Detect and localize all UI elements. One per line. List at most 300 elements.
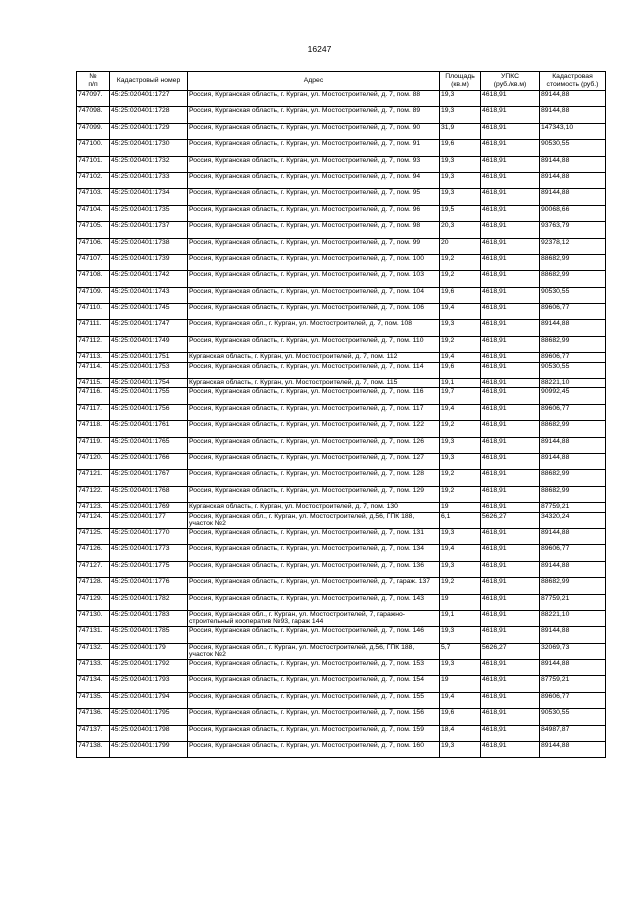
cell-area: 19,4 [440, 545, 481, 561]
cell-row-number: 747134. [77, 676, 110, 692]
cell-area: 19,4 [440, 353, 481, 362]
cell-area: 20 [440, 238, 481, 254]
cell-cadastral-number: 45:25:020401:1737 [110, 222, 188, 238]
cell-cadastral-number: 45:25:020401:1770 [110, 528, 188, 544]
cell-address: Россия, Курганская область, г. Курган, ул. Мостостроителей, д. 7, пом. 146 [188, 627, 440, 643]
cell-row-number: 747105. [77, 222, 110, 238]
cell-cadastral-cost: 90992,45 [540, 388, 606, 404]
cell-area: 19,3 [440, 453, 481, 469]
table-row [77, 336, 606, 352]
table-row [77, 287, 606, 303]
cell-address: Россия, Курганская область, г. Курган, ул. Мостостроителей, д. 7, пом. 154 [188, 676, 440, 692]
cell-row-number: 747115. [77, 379, 110, 388]
cell-upks: 4618,91 [481, 404, 540, 420]
cell-cadastral-cost: 88682,99 [540, 470, 606, 486]
table-row [77, 660, 606, 676]
cell-cadastral-number: 45:25:020401:1799 [110, 742, 188, 758]
table-row [77, 421, 606, 437]
table-row [77, 304, 606, 320]
cell-cadastral-cost: 88221,10 [540, 610, 606, 626]
cell-row-number: 747135. [77, 692, 110, 708]
cell-cadastral-cost: 90530,55 [540, 140, 606, 156]
cell-cadastral-number: 45:25:020401:1755 [110, 388, 188, 404]
cell-area: 19,2 [440, 336, 481, 352]
table-row [77, 528, 606, 544]
cell-row-number: 747128. [77, 578, 110, 594]
cell-row-number: 747107. [77, 254, 110, 270]
cell-address: Россия, Курганская область, г. Курган, ул. Мостостроителей, д. 7, пом. 155 [188, 692, 440, 708]
cell-cadastral-number: 45:25:020401:1756 [110, 404, 188, 420]
cell-upks: 4618,91 [481, 486, 540, 502]
cell-row-number: 747111. [77, 320, 110, 336]
cell-cadastral-number: 45:25:020401:1773 [110, 545, 188, 561]
cell-area: 19,3 [440, 107, 481, 123]
cell-area: 19,3 [440, 627, 481, 643]
cell-row-number: 747100. [77, 140, 110, 156]
cell-upks: 4618,91 [481, 304, 540, 320]
table-row [77, 610, 606, 626]
cell-row-number: 747117. [77, 404, 110, 420]
cell-address: Россия, Курганская область, г. Курган, ул. Мостостроителей, д. 7, пом. 99 [188, 238, 440, 254]
cell-address: Россия, Курганская область, г. Курган, ул. Мостостроителей, д. 7, пом. 89 [188, 107, 440, 123]
cell-address: Курганская область, г. Курган, ул. Мостостроителей, д. 7, пом. 112 [188, 353, 440, 362]
cell-cadastral-number: 45:25:020401:1739 [110, 254, 188, 270]
cell-cadastral-cost: 88221,10 [540, 379, 606, 388]
cell-upks: 4618,91 [481, 379, 540, 388]
cell-area: 19,2 [440, 271, 481, 287]
table-row [77, 725, 606, 741]
cell-upks: 4618,91 [481, 271, 540, 287]
cell-address: Россия, Курганская область, г. Курган, ул. Мостостроителей, д. 7, гараж. 137 [188, 578, 440, 594]
cell-row-number: 747127. [77, 561, 110, 577]
cell-upks: 4618,91 [481, 388, 540, 404]
cell-cadastral-number: 45:25:020401:1754 [110, 379, 188, 388]
table-body [77, 91, 606, 758]
cell-cadastral-cost: 88682,99 [540, 336, 606, 352]
cell-address: Россия, Курганская область, г. Курган, ул. Мостостроителей, д. 7, пом. 143 [188, 594, 440, 610]
cell-upks: 4618,91 [481, 709, 540, 725]
cell-area: 19,3 [440, 320, 481, 336]
cell-upks: 4618,91 [481, 676, 540, 692]
cell-row-number: 747101. [77, 156, 110, 172]
cell-area: 19 [440, 676, 481, 692]
cell-area: 19,2 [440, 421, 481, 437]
cell-cadastral-cost: 89144,88 [540, 627, 606, 643]
cell-upks: 4618,91 [481, 421, 540, 437]
cell-address: Россия, Курганская область, г. Курган, ул. Мостостроителей, д. 7, пом. 116 [188, 388, 440, 404]
cell-cadastral-number: 45:25:020401:1734 [110, 189, 188, 205]
cell-cadastral-number: 45:25:020401:179 [110, 643, 188, 659]
table-row [77, 140, 606, 156]
cell-row-number: 747097. [77, 91, 110, 107]
cell-cadastral-number: 45:25:020401:1745 [110, 304, 188, 320]
cell-cadastral-number: 45:25:020401:1785 [110, 627, 188, 643]
table-row [77, 503, 606, 512]
table-row [77, 486, 606, 502]
cell-area: 19,1 [440, 610, 481, 626]
cell-row-number: 747120. [77, 453, 110, 469]
cell-row-number: 747118. [77, 421, 110, 437]
cell-cadastral-cost: 89144,88 [540, 172, 606, 188]
cell-area: 19,4 [440, 692, 481, 708]
cell-area: 19,4 [440, 304, 481, 320]
cell-upks: 4618,91 [481, 627, 540, 643]
cell-area: 19,3 [440, 528, 481, 544]
header-cadastral-number: Кадастровый номер [110, 72, 188, 91]
header-number: № п/п [77, 72, 110, 91]
cell-cadastral-cost: 89144,88 [540, 660, 606, 676]
cell-address: Россия, Курганская область, г. Курган, ул. Мостостроителей, д. 7, пом. 104 [188, 287, 440, 303]
cell-area: 19,6 [440, 362, 481, 378]
cell-row-number: 747130. [77, 610, 110, 626]
table-row [77, 742, 606, 758]
cell-address: Россия, Курганская обл., г. Курган, ул. Мостостроителей, д.56, ГПК 188, участок №2 [188, 643, 440, 659]
cell-address: Россия, Курганская область, г. Курган, ул. Мостостроителей, д. 7, пом. 94 [188, 172, 440, 188]
cell-cadastral-number: 45:25:020401:1783 [110, 610, 188, 626]
cell-row-number: 747099. [77, 123, 110, 139]
cell-cadastral-number: 45:25:020401:1729 [110, 123, 188, 139]
table-header-row [77, 72, 606, 91]
cell-cadastral-number: 45:25:020401:1782 [110, 594, 188, 610]
cell-cadastral-cost: 88682,99 [540, 421, 606, 437]
cell-area: 19,2 [440, 470, 481, 486]
cell-upks: 5626,27 [481, 643, 540, 659]
table-row [77, 561, 606, 577]
cell-area: 19,3 [440, 437, 481, 453]
cell-cadastral-number: 45:25:020401:177 [110, 512, 188, 528]
cell-cadastral-cost: 90530,55 [540, 362, 606, 378]
cell-cadastral-cost: 89144,88 [540, 437, 606, 453]
cell-cadastral-number: 45:25:020401:1793 [110, 676, 188, 692]
cell-address: Россия, Курганская область, г. Курган, ул. Мостостроителей, д. 7, пом. 122 [188, 421, 440, 437]
cell-upks: 4618,91 [481, 742, 540, 758]
cell-row-number: 747126. [77, 545, 110, 561]
table-row [77, 107, 606, 123]
cell-cadastral-cost: 89144,88 [540, 742, 606, 758]
cell-cadastral-cost: 34320,24 [540, 512, 606, 528]
cell-cadastral-number: 45:25:020401:1743 [110, 287, 188, 303]
header-area: Площадь (кв.м) [440, 72, 481, 91]
cell-cadastral-cost: 90530,55 [540, 287, 606, 303]
cell-row-number: 747109. [77, 287, 110, 303]
cell-cadastral-cost: 89606,77 [540, 404, 606, 420]
cell-cadastral-number: 45:25:020401:1768 [110, 486, 188, 502]
table-row [77, 222, 606, 238]
cell-row-number: 747123. [77, 503, 110, 512]
cell-cadastral-number: 45:25:020401:1753 [110, 362, 188, 378]
cell-address: Россия, Курганская область, г. Курган, ул. Мостостроителей, д. 7, пом. 136 [188, 561, 440, 577]
cell-upks: 4618,91 [481, 222, 540, 238]
cell-address: Россия, Курганская область, г. Курган, ул. Мостостроителей, д. 7, пом. 100 [188, 254, 440, 270]
cell-address: Россия, Курганская область, г. Курган, ул. Мостостроителей, д. 7, пом. 126 [188, 437, 440, 453]
cell-upks: 4618,91 [481, 453, 540, 469]
cell-cadastral-number: 45:25:020401:1767 [110, 470, 188, 486]
cell-address: Россия, Курганская область, г. Курган, ул. Мостостроителей, д. 7, пом. 91 [188, 140, 440, 156]
cell-address: Россия, Курганская обл., г. Курган, ул. Мостостроителей, 7, гаражно-строительный кооператив №93, гараж 144 [188, 610, 440, 626]
cell-cadastral-cost: 90068,66 [540, 205, 606, 221]
cell-cadastral-number: 45:25:020401:1766 [110, 453, 188, 469]
cell-address: Россия, Курганская область, г. Курган, ул. Мостостроителей, д. 7, пом. 90 [188, 123, 440, 139]
cell-area: 31,9 [440, 123, 481, 139]
cell-area: 19,6 [440, 287, 481, 303]
cell-area: 19,3 [440, 742, 481, 758]
header-upks: УПКС (руб./кв.м) [481, 72, 540, 91]
cell-upks: 4618,91 [481, 470, 540, 486]
cell-upks: 4618,91 [481, 107, 540, 123]
cell-area: 19,2 [440, 254, 481, 270]
cell-cadastral-cost: 89144,88 [540, 320, 606, 336]
cell-cadastral-number: 45:25:020401:1795 [110, 709, 188, 725]
cell-cadastral-number: 45:25:020401:1775 [110, 561, 188, 577]
cell-row-number: 747112. [77, 336, 110, 352]
cell-cadastral-number: 45:25:020401:1761 [110, 421, 188, 437]
cell-address: Россия, Курганская область, г. Курган, ул. Мостостроителей, д. 7, пом. 88 [188, 91, 440, 107]
cell-upks: 4618,91 [481, 238, 540, 254]
cell-row-number: 747132. [77, 643, 110, 659]
cell-cadastral-cost: 89606,77 [540, 692, 606, 708]
cell-address: Россия, Курганская область, г. Курган, ул. Мостостроителей, д. 7, пом. 127 [188, 453, 440, 469]
cell-area: 19,5 [440, 205, 481, 221]
cell-row-number: 747110. [77, 304, 110, 320]
table-row [77, 388, 606, 404]
cell-address: Россия, Курганская область, г. Курган, ул. Мостостроителей, д. 7, пом. 117 [188, 404, 440, 420]
cell-area: 19,3 [440, 561, 481, 577]
cell-cadastral-number: 45:25:020401:1769 [110, 503, 188, 512]
cell-cadastral-number: 45:25:020401:1732 [110, 156, 188, 172]
header-cadastral-cost: Кадастровая стоимость (руб.) [540, 72, 606, 91]
table-row [77, 692, 606, 708]
cell-cadastral-number: 45:25:020401:1730 [110, 140, 188, 156]
cell-cadastral-number: 45:25:020401:1728 [110, 107, 188, 123]
cell-upks: 4618,91 [481, 123, 540, 139]
cell-cadastral-number: 45:25:020401:1733 [110, 172, 188, 188]
cell-cadastral-cost: 84987,87 [540, 725, 606, 741]
cell-address: Россия, Курганская область, г. Курган, ул. Мостостроителей, д. 7, пом. 93 [188, 156, 440, 172]
cell-address: Курганская область, г. Курган, ул. Мостостроителей, д. 7, пом. 115 [188, 379, 440, 388]
cell-upks: 4618,91 [481, 172, 540, 188]
cell-address: Россия, Курганская область, г. Курган, ул. Мостостроителей, д. 7, пом. 96 [188, 205, 440, 221]
cell-row-number: 747119. [77, 437, 110, 453]
table-row [77, 379, 606, 388]
cell-upks: 4618,91 [481, 545, 540, 561]
cell-address: Россия, Курганская область, г. Курган, ул. Мостостроителей, д. 7, пом. 95 [188, 189, 440, 205]
table-row [77, 676, 606, 692]
table-row [77, 512, 606, 528]
cell-cadastral-number: 45:25:020401:1776 [110, 578, 188, 594]
table-row [77, 594, 606, 610]
cell-upks: 4618,91 [481, 205, 540, 221]
cadastral-table [76, 71, 606, 758]
cell-upks: 4618,91 [481, 725, 540, 741]
cell-area: 19,3 [440, 172, 481, 188]
cell-area: 20,3 [440, 222, 481, 238]
table-row [77, 205, 606, 221]
cell-address: Россия, Курганская область, г. Курган, ул. Мостостроителей, д. 7, пом. 103 [188, 271, 440, 287]
cell-cadastral-cost: 90530,55 [540, 709, 606, 725]
cell-area: 18,4 [440, 725, 481, 741]
cell-upks: 4618,91 [481, 660, 540, 676]
cell-address: Курганская область, г. Курган, ул. Мостостроителей, д. 7, пом. 130 [188, 503, 440, 512]
table-row [77, 353, 606, 362]
cell-area: 19,3 [440, 189, 481, 205]
cell-area: 19,6 [440, 140, 481, 156]
cell-row-number: 747108. [77, 271, 110, 287]
cell-upks: 4618,91 [481, 353, 540, 362]
cell-row-number: 747114. [77, 362, 110, 378]
cell-row-number: 747138. [77, 742, 110, 758]
cell-upks: 4618,91 [481, 189, 540, 205]
cell-area: 19,2 [440, 578, 481, 594]
cell-row-number: 747136. [77, 709, 110, 725]
cell-row-number: 747106. [77, 238, 110, 254]
cell-cadastral-cost: 87759,21 [540, 594, 606, 610]
cell-row-number: 747116. [77, 388, 110, 404]
cell-cadastral-cost: 88682,99 [540, 578, 606, 594]
cell-area: 19,6 [440, 709, 481, 725]
cell-upks: 4618,91 [481, 362, 540, 378]
cell-cadastral-cost: 87759,21 [540, 503, 606, 512]
table-row [77, 156, 606, 172]
cell-cadastral-cost: 89144,88 [540, 156, 606, 172]
page-number: 16247 [307, 44, 332, 54]
cell-cadastral-cost: 88682,99 [540, 254, 606, 270]
cell-address: Россия, Курганская область, г. Курган, ул. Мостостроителей, д. 7, пом. 114 [188, 362, 440, 378]
table-row [77, 404, 606, 420]
cell-row-number: 747131. [77, 627, 110, 643]
cell-area: 19,3 [440, 156, 481, 172]
cell-row-number: 747098. [77, 107, 110, 123]
cell-area: 19,3 [440, 660, 481, 676]
cell-upks: 4618,91 [481, 503, 540, 512]
cell-address: Россия, Курганская область, г. Курган, ул. Мостостроителей, д. 7, пом. 106 [188, 304, 440, 320]
cell-row-number: 747122. [77, 486, 110, 502]
cell-cadastral-cost: 89606,77 [540, 304, 606, 320]
cell-cadastral-cost: 89144,88 [540, 561, 606, 577]
table-row [77, 578, 606, 594]
cell-cadastral-number: 45:25:020401:1747 [110, 320, 188, 336]
cell-address: Россия, Курганская область, г. Курган, ул. Мостостроителей, д. 7, пом. 110 [188, 336, 440, 352]
table-row [77, 709, 606, 725]
table-row [77, 172, 606, 188]
cell-row-number: 747102. [77, 172, 110, 188]
table-row [77, 362, 606, 378]
cell-cadastral-cost: 89144,88 [540, 91, 606, 107]
cell-area: 19,3 [440, 91, 481, 107]
cell-address: Россия, Курганская область, г. Курган, ул. Мостостроителей, д. 7, пом. 98 [188, 222, 440, 238]
cell-address: Россия, Курганская область, г. Курган, ул. Мостостроителей, д. 7, пом. 159 [188, 725, 440, 741]
cell-cadastral-number: 45:25:020401:1798 [110, 725, 188, 741]
cell-row-number: 747103. [77, 189, 110, 205]
cell-cadastral-number: 45:25:020401:1794 [110, 692, 188, 708]
cell-cadastral-number: 45:25:020401:1735 [110, 205, 188, 221]
header-address: Адрес [188, 72, 440, 91]
cell-cadastral-cost: 89144,88 [540, 453, 606, 469]
cell-address: Россия, Курганская область, г. Курган, ул. Мостостроителей, д. 7, пом. 156 [188, 709, 440, 725]
cell-cadastral-cost: 147343,10 [540, 123, 606, 139]
cell-cadastral-cost: 89144,88 [540, 107, 606, 123]
cell-area: 19,2 [440, 486, 481, 502]
table-row [77, 91, 606, 107]
cell-upks: 4618,91 [481, 578, 540, 594]
cell-upks: 4618,91 [481, 594, 540, 610]
cell-address: Россия, Курганская обл., г. Курган, ул. Мостостроителей, д.56, ГПК 188, участок №2 [188, 512, 440, 528]
table-row [77, 271, 606, 287]
cell-cadastral-cost: 32069,73 [540, 643, 606, 659]
cell-area: 5,7 [440, 643, 481, 659]
cell-row-number: 747124. [77, 512, 110, 528]
table-row [77, 643, 606, 659]
cell-cadastral-number: 45:25:020401:1738 [110, 238, 188, 254]
cell-area: 19,7 [440, 388, 481, 404]
table-row [77, 627, 606, 643]
cell-upks: 4618,91 [481, 437, 540, 453]
cell-upks: 4618,91 [481, 140, 540, 156]
table-row [77, 123, 606, 139]
cell-cadastral-cost: 89606,77 [540, 353, 606, 362]
cell-row-number: 747113. [77, 353, 110, 362]
cell-upks: 4618,91 [481, 336, 540, 352]
cell-cadastral-number: 45:25:020401:1751 [110, 353, 188, 362]
cell-cadastral-cost: 88682,99 [540, 486, 606, 502]
cell-address: Россия, Курганская область, г. Курган, ул. Мостостроителей, д. 7, пом. 153 [188, 660, 440, 676]
cell-row-number: 747121. [77, 470, 110, 486]
table-row [77, 545, 606, 561]
cell-address: Россия, Курганская обл., г. Курган, ул. Мостостроителей, д. 7, пом. 108 [188, 320, 440, 336]
cell-cadastral-cost: 89144,88 [540, 528, 606, 544]
cell-cadastral-cost: 93763,79 [540, 222, 606, 238]
cell-cadastral-cost: 89606,77 [540, 545, 606, 561]
cell-address: Россия, Курганская область, г. Курган, ул. Мостостроителей, д. 7, пом. 134 [188, 545, 440, 561]
cell-upks: 4618,91 [481, 254, 540, 270]
cell-row-number: 747137. [77, 725, 110, 741]
table-row [77, 238, 606, 254]
table-row [77, 470, 606, 486]
cell-area: 19,1 [440, 379, 481, 388]
cell-upks: 4618,91 [481, 156, 540, 172]
cell-area: 19 [440, 594, 481, 610]
cell-area: 6,1 [440, 512, 481, 528]
table-row [77, 254, 606, 270]
cell-row-number: 747129. [77, 594, 110, 610]
cell-row-number: 747104. [77, 205, 110, 221]
cell-cadastral-number: 45:25:020401:1742 [110, 271, 188, 287]
table-row [77, 189, 606, 205]
cell-upks: 4618,91 [481, 528, 540, 544]
cell-address: Россия, Курганская область, г. Курган, ул. Мостостроителей, д. 7, пом. 160 [188, 742, 440, 758]
cell-area: 19,4 [440, 404, 481, 420]
cell-upks: 4618,91 [481, 692, 540, 708]
table-row [77, 453, 606, 469]
cell-cadastral-number: 45:25:020401:1749 [110, 336, 188, 352]
cell-address: Россия, Курганская область, г. Курган, ул. Мостостроителей, д. 7, пом. 129 [188, 486, 440, 502]
cell-upks: 4618,91 [481, 287, 540, 303]
cell-upks: 4618,91 [481, 91, 540, 107]
cell-cadastral-cost: 88682,99 [540, 271, 606, 287]
cell-cadastral-number: 45:25:020401:1792 [110, 660, 188, 676]
cell-cadastral-number: 45:25:020401:1765 [110, 437, 188, 453]
cell-cadastral-number: 45:25:020401:1727 [110, 91, 188, 107]
cell-area: 19 [440, 503, 481, 512]
cell-upks: 4618,91 [481, 561, 540, 577]
cell-cadastral-cost: 89144,88 [540, 189, 606, 205]
cell-row-number: 747125. [77, 528, 110, 544]
cell-upks: 4618,91 [481, 320, 540, 336]
cell-upks: 5626,27 [481, 512, 540, 528]
cell-address: Россия, Курганская область, г. Курган, ул. Мостостроителей, д. 7, пом. 128 [188, 470, 440, 486]
cell-upks: 4618,91 [481, 610, 540, 626]
cell-cadastral-cost: 92378,12 [540, 238, 606, 254]
cell-cadastral-cost: 87759,21 [540, 676, 606, 692]
